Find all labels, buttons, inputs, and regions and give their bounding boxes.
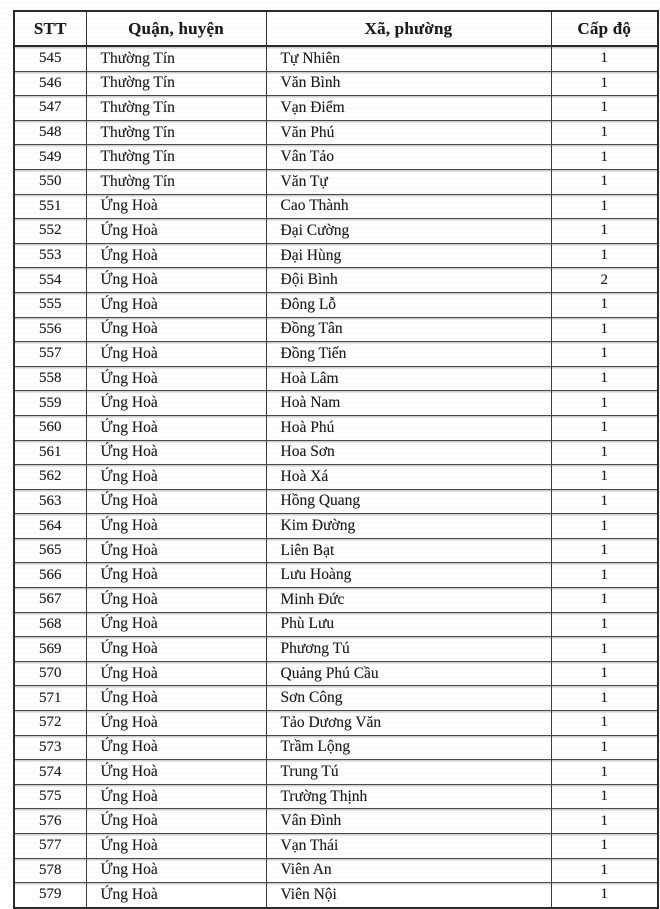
- cell-stt: 576: [14, 809, 86, 834]
- cell-stt: 566: [14, 563, 86, 588]
- table-body: [14, 46, 658, 908]
- cell-level: 1: [551, 661, 658, 686]
- cell-stt: 578: [14, 858, 86, 883]
- cell-district: Ứng Hoà: [86, 268, 266, 293]
- table-row: [14, 145, 658, 170]
- cell-level: 1: [551, 858, 658, 883]
- cell-stt: 554: [14, 268, 86, 293]
- cell-level: 1: [551, 637, 658, 662]
- table-header-row: [14, 11, 658, 46]
- cell-commune: Hồng Quang: [266, 489, 551, 514]
- table-row: [14, 514, 658, 539]
- cell-level: 1: [551, 366, 658, 391]
- table-row: [14, 538, 658, 563]
- cell-commune: Quảng Phú Cầu: [266, 661, 551, 686]
- table-row: [14, 391, 658, 416]
- table-row: [14, 489, 658, 514]
- cell-stt: 579: [14, 883, 86, 908]
- cell-district: Thường Tín: [86, 120, 266, 145]
- cell-level: 1: [551, 809, 658, 834]
- cell-stt: 561: [14, 440, 86, 465]
- cell-level: 1: [551, 711, 658, 736]
- cell-district: Ứng Hoà: [86, 784, 266, 809]
- table-row: [14, 366, 658, 391]
- cell-district: Ứng Hoà: [86, 661, 266, 686]
- cell-level: 1: [551, 784, 658, 809]
- cell-commune: Vạn Điểm: [266, 96, 551, 121]
- table-row: [14, 317, 658, 342]
- cell-stt: 548: [14, 120, 86, 145]
- cell-commune: Đại Hùng: [266, 243, 551, 268]
- cell-level: 1: [551, 735, 658, 760]
- cell-stt: 564: [14, 514, 86, 539]
- cell-commune: Tảo Dương Văn: [266, 711, 551, 736]
- cell-stt: 574: [14, 760, 86, 785]
- cell-district: Ứng Hoà: [86, 588, 266, 613]
- cell-level: 1: [551, 514, 658, 539]
- cell-district: Ứng Hoà: [86, 415, 266, 440]
- cell-commune: Tự Nhiên: [266, 46, 551, 71]
- cell-stt: 570: [14, 661, 86, 686]
- cell-level: 1: [551, 46, 658, 71]
- cell-level: 1: [551, 588, 658, 613]
- cell-district: Ứng Hoà: [86, 292, 266, 317]
- table-row: [14, 71, 658, 96]
- cell-level: 1: [551, 342, 658, 367]
- cell-district: Ứng Hoà: [86, 809, 266, 834]
- cell-level: 1: [551, 465, 658, 490]
- cell-stt: 545: [14, 46, 86, 71]
- cell-level: 1: [551, 120, 658, 145]
- table-row: [14, 292, 658, 317]
- cell-commune: Đại Cường: [266, 219, 551, 244]
- cell-level: 1: [551, 391, 658, 416]
- cell-level: 1: [551, 760, 658, 785]
- cell-level: 1: [551, 489, 658, 514]
- cell-stt: 552: [14, 219, 86, 244]
- cell-stt: 571: [14, 686, 86, 711]
- cell-commune: Vân Tảo: [266, 145, 551, 170]
- cell-commune: Viên An: [266, 858, 551, 883]
- table-row: [14, 883, 658, 908]
- cell-stt: 553: [14, 243, 86, 268]
- cell-district: Ứng Hoà: [86, 760, 266, 785]
- cell-stt: 558: [14, 366, 86, 391]
- cell-stt: 569: [14, 637, 86, 662]
- table-row: [14, 612, 658, 637]
- table-row: [14, 243, 658, 268]
- cell-district: Ứng Hoà: [86, 391, 266, 416]
- cell-commune: Đồng Tiến: [266, 342, 551, 367]
- cell-stt: 565: [14, 538, 86, 563]
- table-row: [14, 465, 658, 490]
- cell-stt: 547: [14, 96, 86, 121]
- cell-level: 1: [551, 563, 658, 588]
- table-row: [14, 711, 658, 736]
- cell-commune: Hoà Lâm: [266, 366, 551, 391]
- cell-district: Ứng Hoà: [86, 834, 266, 859]
- table-row: [14, 809, 658, 834]
- cell-stt: 549: [14, 145, 86, 170]
- table-row: [14, 194, 658, 219]
- table-row: [14, 661, 658, 686]
- cell-district: Ứng Hoà: [86, 243, 266, 268]
- cell-level: 1: [551, 686, 658, 711]
- col-header-level: Cấp độ: [551, 11, 658, 46]
- cell-district: Ứng Hoà: [86, 489, 266, 514]
- cell-commune: Đông Lỗ: [266, 292, 551, 317]
- cell-commune: Đội Bình: [266, 268, 551, 293]
- table-row: [14, 342, 658, 367]
- cell-commune: Văn Tự: [266, 169, 551, 194]
- cell-level: 1: [551, 169, 658, 194]
- table-row: [14, 588, 658, 613]
- table-row: [14, 735, 658, 760]
- cell-stt: 575: [14, 784, 86, 809]
- table-row: [14, 120, 658, 145]
- cell-stt: 562: [14, 465, 86, 490]
- cell-stt: 551: [14, 194, 86, 219]
- table-row: [14, 96, 658, 121]
- cell-district: Thường Tín: [86, 145, 266, 170]
- cell-commune: Minh Đức: [266, 588, 551, 613]
- cell-commune: Liên Bạt: [266, 538, 551, 563]
- cell-level: 1: [551, 440, 658, 465]
- table-header: [14, 11, 658, 46]
- cell-district: Ứng Hoà: [86, 612, 266, 637]
- cell-commune: Trường Thịnh: [266, 784, 551, 809]
- cell-district: Thường Tín: [86, 71, 266, 96]
- cell-stt: 546: [14, 71, 86, 96]
- table-row: [14, 784, 658, 809]
- cell-stt: 559: [14, 391, 86, 416]
- cell-stt: 568: [14, 612, 86, 637]
- cell-commune: Phương Tú: [266, 637, 551, 662]
- cell-district: Ứng Hoà: [86, 342, 266, 367]
- cell-stt: 556: [14, 317, 86, 342]
- cell-district: Thường Tín: [86, 46, 266, 71]
- cell-commune: Đồng Tân: [266, 317, 551, 342]
- table-row: [14, 440, 658, 465]
- cell-commune: Trầm Lộng: [266, 735, 551, 760]
- cell-level: 1: [551, 243, 658, 268]
- cell-commune: Kim Đường: [266, 514, 551, 539]
- cell-commune: Phù Lưu: [266, 612, 551, 637]
- cell-district: Ứng Hoà: [86, 317, 266, 342]
- cell-level: 1: [551, 96, 658, 121]
- cell-district: Ứng Hoà: [86, 563, 266, 588]
- cell-level: 2: [551, 268, 658, 293]
- table-row: [14, 219, 658, 244]
- cell-district: Ứng Hoà: [86, 735, 266, 760]
- cell-commune: Vạn Thái: [266, 834, 551, 859]
- cell-stt: 563: [14, 489, 86, 514]
- cell-district: Ứng Hoà: [86, 686, 266, 711]
- cell-stt: 557: [14, 342, 86, 367]
- table-row: [14, 637, 658, 662]
- table-row: [14, 760, 658, 785]
- cell-level: 1: [551, 194, 658, 219]
- cell-district: Ứng Hoà: [86, 514, 266, 539]
- cell-level: 1: [551, 612, 658, 637]
- cell-district: Ứng Hoà: [86, 858, 266, 883]
- col-header-commune: Xã, phường: [266, 11, 551, 46]
- table-row: [14, 415, 658, 440]
- table-row: [14, 834, 658, 859]
- cell-commune: Cao Thành: [266, 194, 551, 219]
- cell-district: Ứng Hoà: [86, 219, 266, 244]
- cell-district: Thường Tín: [86, 169, 266, 194]
- table-row: [14, 686, 658, 711]
- cell-commune: Vân Đình: [266, 809, 551, 834]
- cell-district: Ứng Hoà: [86, 883, 266, 908]
- cell-district: Ứng Hoà: [86, 711, 266, 736]
- cell-level: 1: [551, 317, 658, 342]
- cell-level: 1: [551, 71, 658, 96]
- cell-district: Thường Tín: [86, 96, 266, 121]
- cell-commune: Hoà Xá: [266, 465, 551, 490]
- cell-district: Ứng Hoà: [86, 194, 266, 219]
- cell-commune: Viên Nội: [266, 883, 551, 908]
- cell-level: 1: [551, 415, 658, 440]
- cell-stt: 560: [14, 415, 86, 440]
- table-row: [14, 563, 658, 588]
- col-header-district: Quận, huyện: [86, 11, 266, 46]
- cell-commune: Văn Bình: [266, 71, 551, 96]
- cell-commune: Sơn Công: [266, 686, 551, 711]
- cell-district: Ứng Hoà: [86, 465, 266, 490]
- cell-commune: Hoà Nam: [266, 391, 551, 416]
- cell-level: 1: [551, 292, 658, 317]
- cell-stt: 573: [14, 735, 86, 760]
- cell-district: Ứng Hoà: [86, 366, 266, 391]
- col-header-stt: STT: [14, 11, 86, 46]
- cell-stt: 555: [14, 292, 86, 317]
- admin-units-table: [13, 10, 659, 909]
- cell-level: 1: [551, 883, 658, 908]
- cell-stt: 567: [14, 588, 86, 613]
- cell-commune: Hoa Sơn: [266, 440, 551, 465]
- cell-commune: Văn Phú: [266, 120, 551, 145]
- cell-commune: Lưu Hoàng: [266, 563, 551, 588]
- cell-stt: 572: [14, 711, 86, 736]
- cell-district: Ứng Hoà: [86, 440, 266, 465]
- cell-level: 1: [551, 538, 658, 563]
- cell-level: 1: [551, 834, 658, 859]
- cell-district: Ứng Hoà: [86, 637, 266, 662]
- cell-level: 1: [551, 219, 658, 244]
- table-row: [14, 46, 658, 71]
- table-row: [14, 169, 658, 194]
- cell-commune: Hoà Phú: [266, 415, 551, 440]
- table-row: [14, 268, 658, 293]
- cell-stt: 577: [14, 834, 86, 859]
- cell-commune: Trung Tú: [266, 760, 551, 785]
- cell-level: 1: [551, 145, 658, 170]
- cell-stt: 550: [14, 169, 86, 194]
- cell-district: Ứng Hoà: [86, 538, 266, 563]
